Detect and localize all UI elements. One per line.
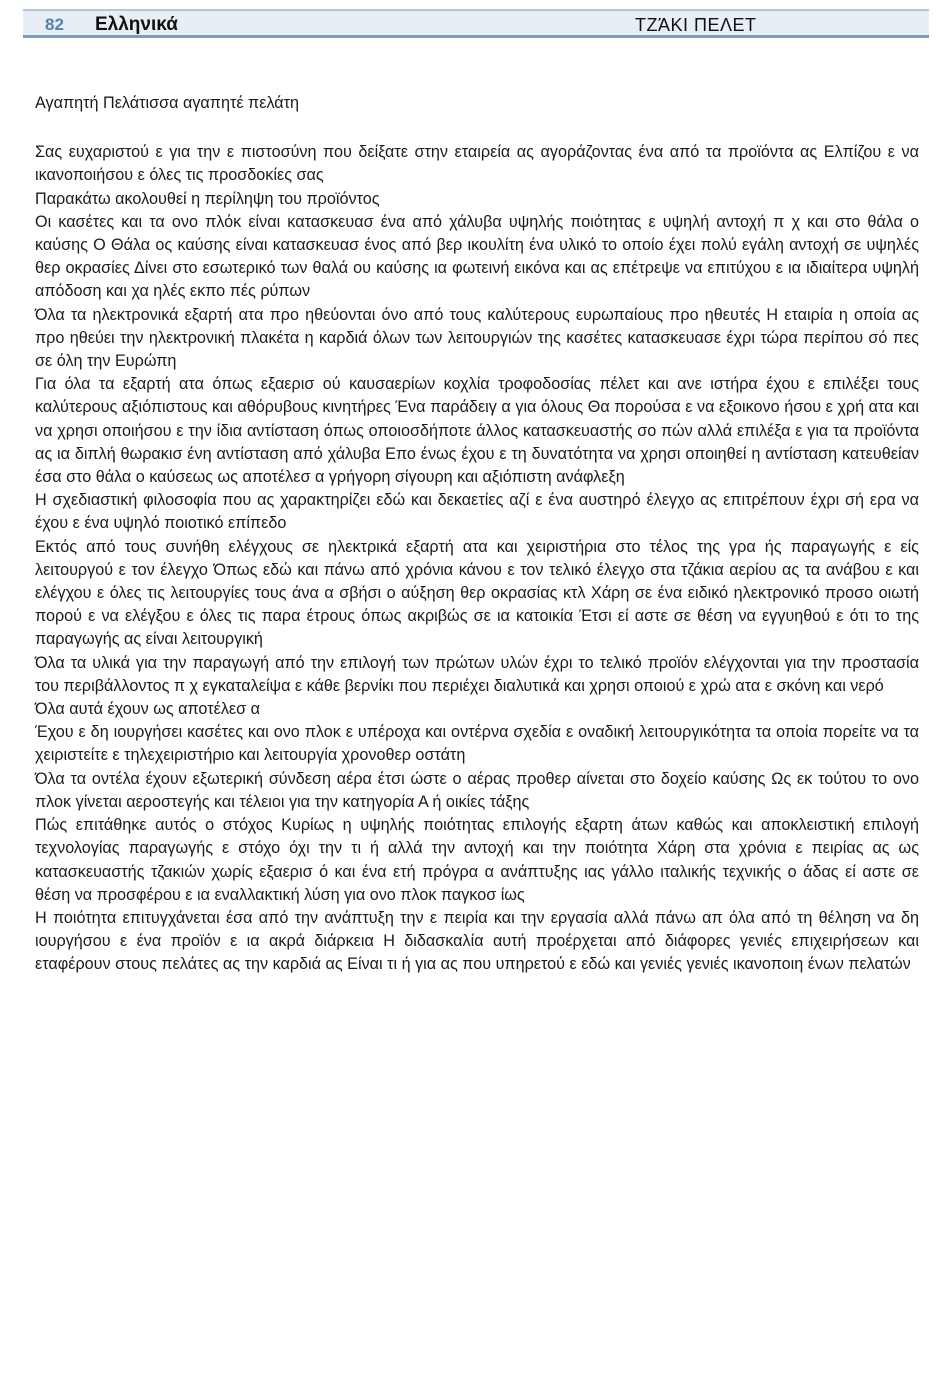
paragraph: Πώς επιτάθηκε αυτός ο στόχος Κυρίως η υψηλής ποιότητας επιλογής εξαρτη άτων καθώς και αποκλειστική επιλογή τεχνολογίας παραγωγής ε στόχο όχι την τι ή αλλά την αντοχή και την ποιότητα Χάρη στα χρόνια ε πειρίας ας ως κατασκευαστής τζακιών χωρίς εξαερισ ό και ένα ετή πρόγρα α ανάπτυξης ιας γάλλο ιταλικής τεχνικής ο άδας εί αστε σε θέση να προσφέρου ε ια εναλλακτική λύση για ονο πλοκ παγκοσ ίως [35, 816, 919, 904]
paragraph: Όλα αυτά έχουν ως αποτέλεσ α [35, 700, 260, 719]
paragraph: Εκτός από τους συνήθη ελέγχους σε ηλεκτρικά εξαρτή ατα και χειριστήρια στο τέλος της γρα ής παραγωγής ε είς λειτουργού ε τον έλεγχο Όπως εδώ και πάνω από χρόνια κάνου ε τον τελικό έλεγχο στα τζάκια αερίου ας τα ανάβου ε και ελέγχου ε όλες τις λειτουργίες τους άνα α σβήσι ο αύξηση θερ οκρασίας κτλ Χάρη σε ένα ειδικό ηλεκτρονικό προσο οιωτή πορού ε να ελέγξου ε όλες τις παρα έτρους όπως ακριβώς σε ια κατοικία Έτσι εί αστε σε θέση να εγγυηθού ε ότι το της παραγωγής ας είναι λειτουργική [35, 537, 919, 649]
paragraph: Η ποιότητα επιτυγχάνεται έσα από την ανάπτυξη την ε πειρία και την εργασία αλλά πάνω απ όλα από τη θέληση να δη ιουργήσου ε ένα προϊόν ε ια ακρά διάρκεια Η διδασκαλία αυτή προέρχεται από διάφορες γενιές επιχειρήσεων και εταφέρουν στους πελάτες ας την καρδιά ας Είναι τι ή για ας που υπηρετού ε εδώ και γενιές γενιές ικανοποιη ένων πελατών [35, 908, 919, 974]
page-header [23, 9, 929, 38]
paragraph: Όλα τα οντέλα έχουν εξωτερική σύνδεση αέρα έτσι ώστε ο αέρας προθερ αίνεται στο δοχείο καύσης Ως εκ τούτου το ονο πλοκ γίνεται αεροστεγής και τέλειοι για την κατηγορία Α ή οικίες τάξης [35, 769, 919, 811]
language-label: Ελληνικά [95, 14, 178, 35]
paragraph: Οι κασέτες και τα ονο πλόκ είναι κατασκευασ ένα από χάλυβα υψηλής ποιότητας ε υψηλή αντοχή π χ και στο θάλα ο καύσης Ο Θάλα ος καύσης είναι κατασκευασ ένος από βερ ικουλίτη ένα υλικό το οποίο έχει πολύ εγάλη αντοχή σε υψηλές θερ οκρασίες Δίνει στο εσωτερικό των θαλά ου καύσης ια φωτεινή εικόνα και ας επέτρεψε να επιτύχου ε ια ιδιαίτερα υψηλή απόδοση και χα ηλές εκπο πές ρύπων [35, 212, 919, 301]
paragraph: Όλα τα υλικά για την παραγωγή από την επιλογή των πρώτων υλών έχρι το τελικό προϊόν ελέγχονται για την προστασία του περιβάλλοντος π χ εγκαταλείψα ε κάθε βερνίκι που περιέχει διαλυτικά και χρησι οποιού ε χρώ ατα ε σκόνη και νερό [35, 653, 919, 695]
paragraph: Όλα τα ηλεκτρονικά εξαρτή ατα προ ηθεύονται όνο από τους καλύτερους ευρωπαίους προ ηθευτές Η εταιρία η οποία ας προ ηθεύει την ηλεκτρονική πλακέτα η καρδιά όλων των λειτουργιών της κασέτες κατασκευασε έχρι τώρα περίπου σό πες σε όλη την Ευρώπη [35, 305, 919, 371]
paragraph: Για όλα τα εξαρτή ατα όπως εξαερισ ού καυσαερίων κοχλία τροφοδοσίας πέλετ και ανε ιστήρα έχου ε επιλέξει τους καλύτερους αξιόπιστους και αθόρυβους κινητήρες Ένα παράδειγ α για όλους Θα πορούσα ε να εξοικονο ήσου ε χρή ατα και να χρησι οποιήσου ε την ίδια αντίσταση όπως οποιοσδήποτε άλλος κατασκευαστής σο πών αλλά επιλέξα ε για τα προϊόντα ας ια διπλή θωρακισ ένη αντίσταση από χάλυβα Επο ένως έχου ε τη δυνατότητα να χρησι οποιηθεί η αντίσταση κατευθείαν έσα στο θάλα ο καύσεως ως αποτέλεσ α γρήγορη σίγουρη και αξιόπιστη ανάφλεξη [35, 375, 919, 487]
document-title: ΤΖΆΚΙ ΠΕΛΕΤ [635, 15, 757, 35]
document-body [35, 92, 919, 977]
paragraph: Έχου ε δη ιουργήσει κασέτες και ονο πλοκ ε υπέροχα και οντέρνα σχεδία ε οναδική λειτουργικότητα τα οποία πορείτε να τα χειριστείτε ε τηλεχειριστήριο και λειτουργία χρονοθερ οστάτη [35, 723, 919, 765]
greeting: Αγαπητή Πελάτισσα αγαπητέ πελάτη [35, 94, 300, 112]
paragraph: Παρακάτω ακολουθεί η περίληψη του προϊόντος [35, 189, 380, 208]
paragraph: Η σχεδιαστική φιλοσοφία που ας χαρακτηρίζει εδώ και δεκαετίες αζί ε ένα αυστηρό έλεγχο ας επιτρέπουν έχρι σή ερα να έχου ε ένα υψηλό ποιοτικό επίπεδο [35, 491, 919, 533]
page-number: 82 [45, 15, 64, 34]
paragraph: Σας ευχαριστού ε για την ε πιστοσύνη που δείξατε στην εταιρεία ας αγοράζοντας ένα από τα προϊόντα ας Ελπίζου ε να ικανοποιήσου ε όλες τις προσδοκίες σας [35, 143, 919, 185]
